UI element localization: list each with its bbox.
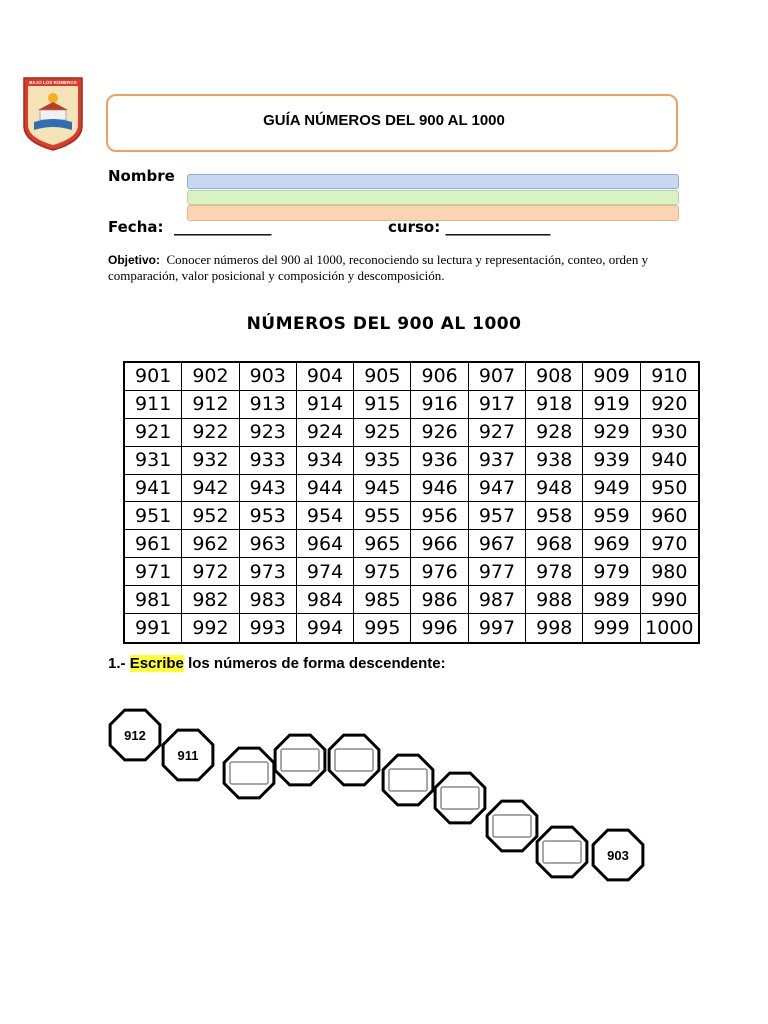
number-cell: 950 bbox=[641, 475, 698, 503]
number-cell: 914 bbox=[297, 391, 354, 419]
answer-box[interactable] bbox=[281, 749, 319, 771]
number-cell: 960 bbox=[641, 502, 698, 530]
number-cell: 905 bbox=[354, 363, 411, 391]
number-cell: 927 bbox=[469, 419, 526, 447]
objective-label: Objetivo: bbox=[108, 253, 161, 267]
number-cell: 917 bbox=[469, 391, 526, 419]
number-cell: 912 bbox=[182, 391, 239, 419]
octagon-3[interactable] bbox=[224, 748, 274, 798]
number-cell: 985 bbox=[354, 586, 411, 614]
number-cell: 925 bbox=[354, 419, 411, 447]
number-cell: 930 bbox=[641, 419, 698, 447]
fecha-blank[interactable]: _____________ bbox=[173, 218, 272, 236]
number-cell: 969 bbox=[583, 530, 640, 558]
nombre-label: Nombre bbox=[108, 167, 175, 185]
octagon-8[interactable] bbox=[487, 801, 537, 851]
number-cell: 976 bbox=[411, 558, 468, 586]
number-cell: 931 bbox=[125, 447, 182, 475]
number-cell: 955 bbox=[354, 502, 411, 530]
number-cell: 926 bbox=[411, 419, 468, 447]
octagon-6[interactable] bbox=[383, 755, 433, 805]
number-cell: 965 bbox=[354, 530, 411, 558]
number-cell: 932 bbox=[182, 447, 239, 475]
nombre-input-bar[interactable] bbox=[187, 174, 679, 189]
number-cell: 910 bbox=[641, 363, 698, 391]
octagon-1 bbox=[110, 710, 160, 760]
number-cell: 964 bbox=[297, 530, 354, 558]
number-cell: 995 bbox=[354, 614, 411, 642]
number-cell: 921 bbox=[125, 419, 182, 447]
number-cell: 942 bbox=[182, 475, 239, 503]
number-cell: 980 bbox=[641, 558, 698, 586]
question-text: los números de forma descendente: bbox=[188, 655, 446, 672]
page-title: GUÍA NÚMEROS DEL 900 AL 1000 bbox=[263, 112, 505, 129]
question-number: 1.- bbox=[108, 655, 126, 672]
number-cell: 970 bbox=[641, 530, 698, 558]
number-cell: 957 bbox=[469, 502, 526, 530]
number-cell: 948 bbox=[526, 475, 583, 503]
number-cell: 961 bbox=[125, 530, 182, 558]
number-cell: 966 bbox=[411, 530, 468, 558]
answer-box[interactable] bbox=[493, 815, 531, 837]
number-cell: 975 bbox=[354, 558, 411, 586]
number-cell: 933 bbox=[240, 447, 297, 475]
number-cell: 903 bbox=[240, 363, 297, 391]
number-cell: 981 bbox=[125, 586, 182, 614]
number-cell: 943 bbox=[240, 475, 297, 503]
number-cell: 958 bbox=[526, 502, 583, 530]
octagon-value: 903 bbox=[607, 848, 629, 863]
school-logo bbox=[22, 76, 84, 152]
number-cell: 996 bbox=[411, 614, 468, 642]
number-cell: 918 bbox=[526, 391, 583, 419]
fecha-label: Fecha: bbox=[108, 218, 164, 236]
number-cell: 940 bbox=[641, 447, 698, 475]
number-cell: 929 bbox=[583, 419, 640, 447]
number-cell: 907 bbox=[469, 363, 526, 391]
octagon-value: 912 bbox=[124, 728, 146, 743]
number-cell: 982 bbox=[182, 586, 239, 614]
number-cell: 956 bbox=[411, 502, 468, 530]
number-cell: 998 bbox=[526, 614, 583, 642]
number-cell: 989 bbox=[583, 586, 640, 614]
answer-box[interactable] bbox=[543, 841, 581, 863]
number-cell: 977 bbox=[469, 558, 526, 586]
number-cell: 946 bbox=[411, 475, 468, 503]
number-cell: 911 bbox=[125, 391, 182, 419]
number-cell: 993 bbox=[240, 614, 297, 642]
octagon-chain bbox=[100, 700, 660, 890]
number-cell: 937 bbox=[469, 447, 526, 475]
number-cell: 928 bbox=[526, 419, 583, 447]
number-cell: 983 bbox=[240, 586, 297, 614]
number-cell: 972 bbox=[182, 558, 239, 586]
number-cell: 904 bbox=[297, 363, 354, 391]
octagon-4[interactable] bbox=[275, 735, 325, 785]
number-cell: 902 bbox=[182, 363, 239, 391]
number-cell: 967 bbox=[469, 530, 526, 558]
number-cell: 908 bbox=[526, 363, 583, 391]
number-cell: 991 bbox=[125, 614, 182, 642]
number-cell: 941 bbox=[125, 475, 182, 503]
octagon-2 bbox=[163, 730, 213, 780]
number-cell: 936 bbox=[411, 447, 468, 475]
number-cell: 994 bbox=[297, 614, 354, 642]
question-1 bbox=[108, 655, 446, 672]
number-cell: 916 bbox=[411, 391, 468, 419]
number-cell: 971 bbox=[125, 558, 182, 586]
number-cell: 913 bbox=[240, 391, 297, 419]
number-cell: 986 bbox=[411, 586, 468, 614]
logo-text: BAJO LOS ROMEROS bbox=[29, 80, 77, 85]
number-cell: 954 bbox=[297, 502, 354, 530]
number-cell: 952 bbox=[182, 502, 239, 530]
number-cell: 922 bbox=[182, 419, 239, 447]
question-highlight: Escribe bbox=[129, 655, 184, 672]
number-cell: 909 bbox=[583, 363, 640, 391]
numbers-table bbox=[123, 361, 700, 644]
answer-box[interactable] bbox=[441, 787, 479, 809]
number-cell: 944 bbox=[297, 475, 354, 503]
number-cell: 939 bbox=[583, 447, 640, 475]
number-cell: 938 bbox=[526, 447, 583, 475]
answer-box[interactable] bbox=[230, 762, 268, 784]
number-cell: 979 bbox=[583, 558, 640, 586]
number-cell: 968 bbox=[526, 530, 583, 558]
number-cell: 920 bbox=[641, 391, 698, 419]
octagon-value: 911 bbox=[177, 748, 199, 763]
number-cell: 934 bbox=[297, 447, 354, 475]
number-cell: 990 bbox=[641, 586, 698, 614]
number-cell: 949 bbox=[583, 475, 640, 503]
number-cell: 992 bbox=[182, 614, 239, 642]
number-cell: 923 bbox=[240, 419, 297, 447]
answer-box[interactable] bbox=[389, 769, 427, 791]
input-bar-green[interactable] bbox=[187, 190, 679, 205]
curso-field bbox=[388, 218, 550, 236]
number-cell: 935 bbox=[354, 447, 411, 475]
number-cell: 987 bbox=[469, 586, 526, 614]
number-cell: 953 bbox=[240, 502, 297, 530]
number-cell: 999 bbox=[583, 614, 640, 642]
curso-label: curso: bbox=[388, 218, 441, 236]
number-cell: 919 bbox=[583, 391, 640, 419]
objective bbox=[108, 252, 668, 284]
number-cell: 974 bbox=[297, 558, 354, 586]
number-cell: 988 bbox=[526, 586, 583, 614]
number-cell: 906 bbox=[411, 363, 468, 391]
number-cell: 947 bbox=[469, 475, 526, 503]
octagon-5[interactable] bbox=[329, 735, 379, 785]
number-cell: 1000 bbox=[645, 617, 694, 640]
octagon-10 bbox=[593, 830, 643, 880]
number-cell: 959 bbox=[583, 502, 640, 530]
number-cell: 984 bbox=[297, 586, 354, 614]
octagon-7[interactable] bbox=[435, 773, 485, 823]
number-cell: 962 bbox=[182, 530, 239, 558]
number-cell: 901 bbox=[125, 363, 182, 391]
table-title: NÚMEROS DEL 900 AL 1000 bbox=[246, 314, 522, 334]
objective-text: Conocer números del 900 al 1000, reconociendo su lectura y representación, conteo, orden y comparación, valor posicional y composición y descomposición. bbox=[108, 252, 649, 283]
number-cell: 963 bbox=[240, 530, 297, 558]
number-cell: 915 bbox=[354, 391, 411, 419]
curso-blank[interactable]: ______________ bbox=[445, 218, 551, 236]
number-cell: 945 bbox=[354, 475, 411, 503]
fecha-field bbox=[108, 218, 271, 236]
octagon-9[interactable] bbox=[537, 827, 587, 877]
number-cell: 951 bbox=[125, 502, 182, 530]
answer-box[interactable] bbox=[335, 749, 373, 771]
number-cell: 997 bbox=[469, 614, 526, 642]
number-cell: 978 bbox=[526, 558, 583, 586]
number-cell: 973 bbox=[240, 558, 297, 586]
number-cell: 924 bbox=[297, 419, 354, 447]
